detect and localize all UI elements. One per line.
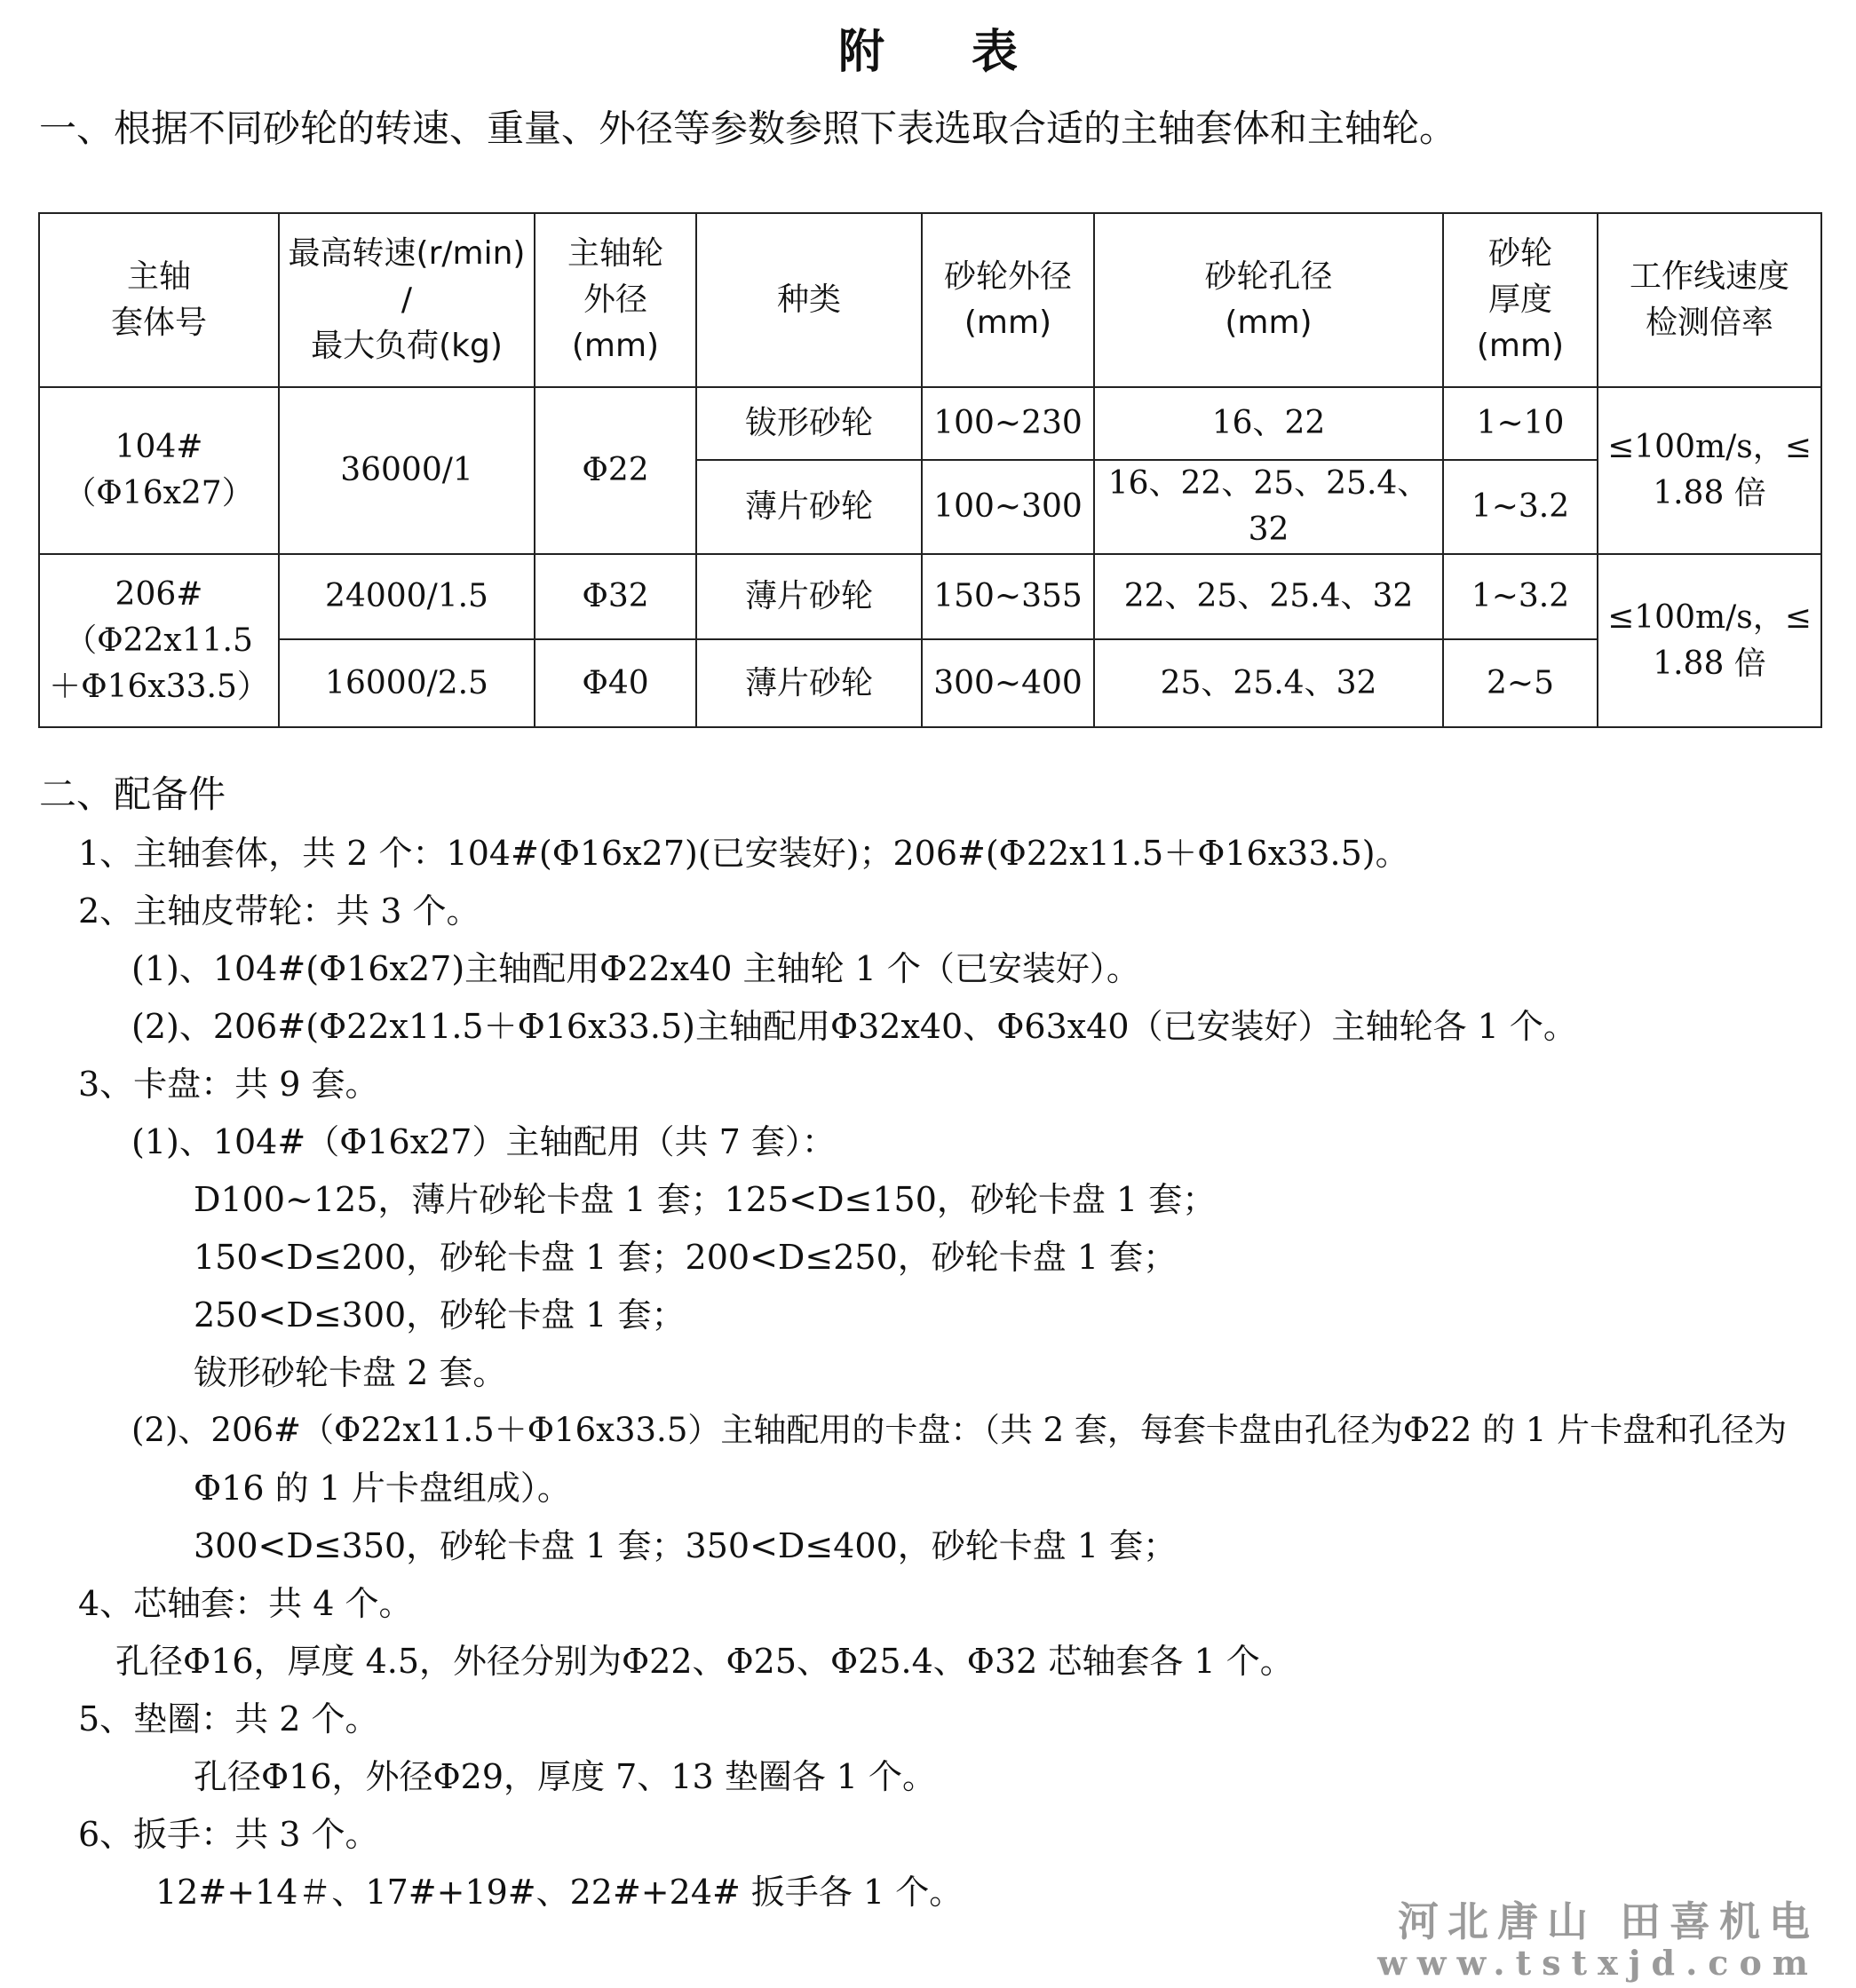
header-wheel-od: 主轴轮 外径 (mm) <box>535 213 696 387</box>
list-item: 250<D≤300，砂轮卡盘 1 套； <box>194 1295 686 1335</box>
list-item: (1)、104#（Φ16x27）主轴配用（共 7 套）： <box>131 1122 836 1161</box>
watermark-company: 河北唐山 田喜机电 <box>1397 1897 1819 1945</box>
table-header-row <box>39 213 1821 387</box>
list-item: 孔径Φ16，厚度 4.5，外径分别为Φ22、Φ25、Φ25.4、Φ32 芯轴套各 1 个。 <box>115 1642 1294 1681</box>
header-spindle: 主轴 套体号 <box>39 213 279 387</box>
page-title: 附 表 <box>837 26 1054 79</box>
list-item: 6、扳手：共 3 个。 <box>78 1815 379 1854</box>
cell-disc-od: 150~355 <box>922 554 1094 639</box>
table-row <box>39 387 1821 460</box>
cell-disc-bore: 16、22、25、25.4、32 <box>1094 460 1443 554</box>
list-item: 12#+14＃、17#+19#、22#+24# 扳手各 1 个。 <box>155 1873 964 1912</box>
cell-spindle-206: 206# （Φ22x11.5 ＋Φ16x33.5） <box>39 554 279 727</box>
cell-speed-load: 16000/2.5 <box>279 639 535 727</box>
list-item: 300<D≤350，砂轮卡盘 1 套；350<D≤400，砂轮卡盘 1 套； <box>194 1526 1178 1565</box>
cell-kind: 薄片砂轮 <box>696 460 922 554</box>
cell-rate: ≤100m/s，≤ 1.88 倍 <box>1598 554 1821 727</box>
table-row <box>39 554 1821 639</box>
watermark-url: www.tstxjd.com <box>1377 1943 1819 1983</box>
list-item: 钹形砂轮卡盘 2 套。 <box>194 1353 507 1392</box>
cell-kind: 薄片砂轮 <box>696 554 922 639</box>
list-item: 5、垫圈：共 2 个。 <box>78 1699 379 1739</box>
header-disc-bore: 砂轮孔径 (mm) <box>1094 213 1443 387</box>
spindle-spec-table <box>38 212 1822 728</box>
cell-thickness: 2~5 <box>1443 639 1598 727</box>
cell-thickness: 1~10 <box>1443 387 1598 460</box>
cell-thickness: 1~3.2 <box>1443 554 1598 639</box>
cell-thickness: 1~3.2 <box>1443 460 1598 554</box>
cell-wheel-od: Φ40 <box>535 639 696 727</box>
header-speed-load: 最高转速(r/min) / 最大负荷(kg) <box>279 213 535 387</box>
list-item: 2、主轴皮带轮：共 3 个。 <box>78 891 480 931</box>
list-item: (2)、206#(Φ22x11.5＋Φ16x33.5)主轴配用Φ32x40、Φ63x40（已安装好）主轴轮各 1 个。 <box>131 1007 1577 1046</box>
cell-kind: 薄片砂轮 <box>696 639 922 727</box>
list-item: Φ16 的 1 片卡盘组成）。 <box>194 1469 571 1508</box>
cell-disc-od: 300~400 <box>922 639 1094 727</box>
header-kind: 种类 <box>696 213 922 387</box>
cell-spindle-104: 104# （Φ16x27） <box>39 387 279 554</box>
list-item: 3、卡盘：共 9 套。 <box>78 1065 379 1104</box>
list-item: (1)、104#(Φ16x27)主轴配用Φ22x40 主轴轮 1 个（已安装好）。 <box>131 949 1140 988</box>
cell-disc-od: 100~230 <box>922 387 1094 460</box>
list-item: (2)、206#（Φ22x11.5＋Φ16x33.5）主轴配用的卡盘：（共 2 套，每套卡盘由孔径为Φ22 的 1 片卡盘和孔径为 <box>131 1411 1788 1449</box>
list-item: 4、芯轴套：共 4 个。 <box>78 1584 413 1623</box>
header-disc-od: 砂轮外径 (mm) <box>922 213 1094 387</box>
section-1-heading: 一、根据不同砂轮的转速、重量、外径等参数参照下表选取合适的主轴套体和主轴轮。 <box>39 107 1457 150</box>
list-item: D100~125，薄片砂轮卡盘 1 套；125<D≤150，砂轮卡盘 1 套； <box>194 1180 1217 1219</box>
cell-kind: 钹形砂轮 <box>696 387 922 460</box>
cell-wheel-od: Φ32 <box>535 554 696 639</box>
section-2-heading: 二、配备件 <box>39 772 226 816</box>
cell-wheel-od: Φ22 <box>535 387 696 554</box>
cell-disc-bore: 16、22 <box>1094 387 1443 460</box>
table-row <box>39 639 1821 727</box>
list-item: 孔径Φ16，外径Φ29，厚度 7、13 垫圈各 1 个。 <box>194 1757 937 1796</box>
cell-disc-od: 100~300 <box>922 460 1094 554</box>
header-rate: 工作线速度 检测倍率 <box>1598 213 1821 387</box>
list-item: 1、主轴套体，共 2 个：104#(Φ16x27)(已安装好)；206#(Φ22x11.5＋Φ16x33.5)。 <box>78 834 1409 873</box>
cell-disc-bore: 25、25.4、32 <box>1094 639 1443 727</box>
cell-rate: ≤100m/s，≤ 1.88 倍 <box>1598 387 1821 554</box>
list-item: 150<D≤200，砂轮卡盘 1 套；200<D≤250，砂轮卡盘 1 套； <box>194 1238 1178 1277</box>
cell-disc-bore: 22、25、25.4、32 <box>1094 554 1443 639</box>
cell-speed-load: 36000/1 <box>279 387 535 554</box>
header-thickness: 砂轮 厚度 (mm) <box>1443 213 1598 387</box>
cell-speed-load: 24000/1.5 <box>279 554 535 639</box>
